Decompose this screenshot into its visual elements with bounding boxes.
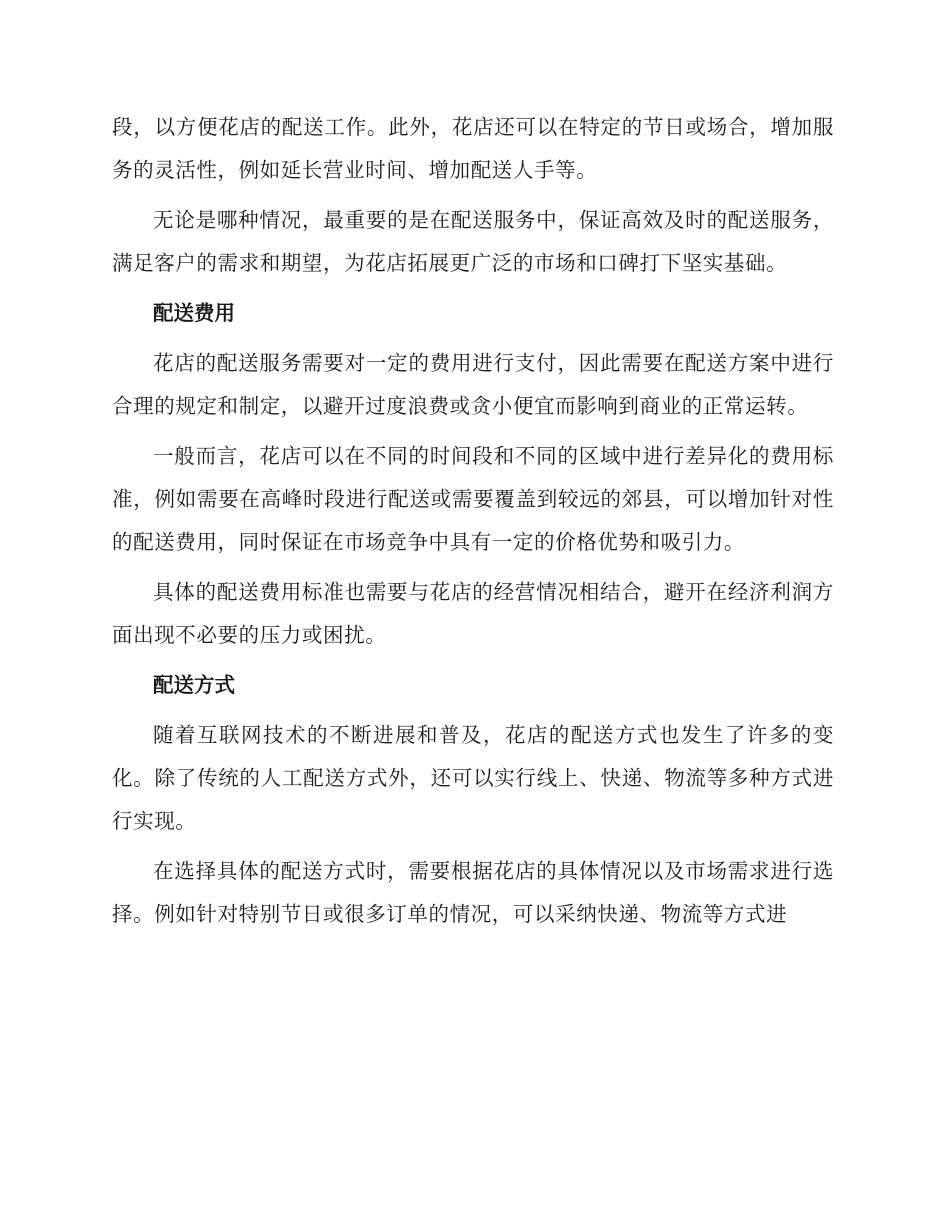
paragraph: 在选择具体的配送方式时，需要根据花店的具体情况以及市场需求进行选择。例如针对特别节日或很多订单的情况，可以采纳快递、物流等方式进 bbox=[112, 859, 834, 926]
paragraph: 具体的配送费用标准也需要与花店的经营情况相结合，避开在经济利润方面出现不必要的压力或困扰。 bbox=[112, 580, 834, 647]
section-heading-delivery-method: 配送方式 bbox=[153, 673, 235, 697]
paragraph: 一般而言，花店可以在不同的时间段和不同的区域中进行差异化的费用标准，例如需要在高峰时段进行配送或需要覆盖到较远的郊县，可以增加针对性的配送费用，同时保证在市场竞争中具有一定的价格优势和吸引力。 bbox=[112, 444, 834, 554]
paragraph: 花店的配送服务需要对一定的费用进行支付，因此需要在配送方案中进行合理的规定和制定，以避开过度浪费或贪小便宜而影响到商业的正常运转。 bbox=[112, 351, 834, 418]
paragraph: 随着互联网技术的不断进展和普及，花店的配送方式也发生了许多的变化。除了传统的人工配送方式外，还可以实行线上、快递、物流等多种方式进行实现。 bbox=[112, 723, 834, 833]
document-body bbox=[112, 106, 834, 943]
paragraph: 无论是哪种情况，最重要的是在配送服务中，保证高效及时的配送服务，满足客户的需求和期望，为花店拓展更广泛的市场和口碑打下坚实基础。 bbox=[112, 208, 834, 275]
paragraph-continued: 段，以方便花店的配送工作。此外，花店还可以在特定的节日或场合，增加服务的灵活性，例如延长营业时间、增加配送人手等。 bbox=[112, 115, 834, 182]
section-heading-delivery-fee: 配送费用 bbox=[153, 301, 235, 325]
